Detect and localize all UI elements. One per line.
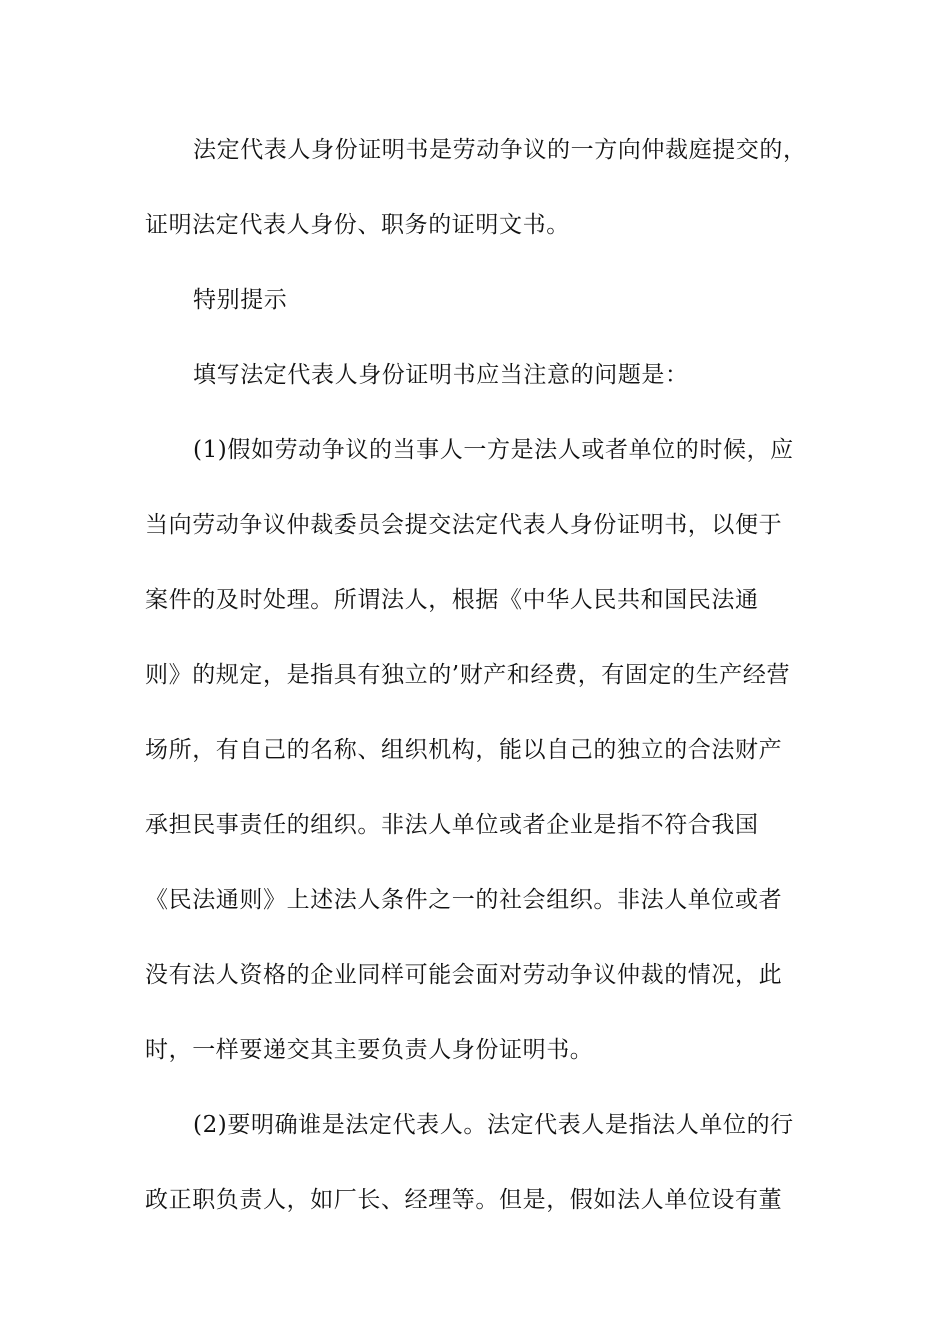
text-line-2: 证明法定代表人身份、职务的证明文书。 bbox=[145, 212, 570, 238]
text-line-11: 《民法通则》上述法人条件之一的社会组织。非法人单位或者 bbox=[145, 887, 783, 913]
text-line-6: 当向劳动争议仲裁委员会提交法定代表人身份证明书，以便于 bbox=[145, 512, 783, 538]
text-line-1: 法定代表人身份证明书是劳动争议的一方向仲裁庭提交的， bbox=[193, 137, 807, 163]
text-line-15: 政正职负责人，如厂长、经理等。但是，假如法人单位设有董 bbox=[145, 1187, 783, 1213]
text-line-4: 填写法定代表人身份证明书应当注意的问题是： bbox=[193, 362, 689, 388]
text-line-14: (2)要明确谁是法定代表人。法定代表人是指法人单位的行 bbox=[193, 1112, 794, 1138]
text-line-9: 场所，有自己的名称、组织机构，能以自己的独立的合法财产 bbox=[145, 737, 783, 763]
text-line-7: 案件的及时处理。所谓法人，根据《中华人民共和国民法通 bbox=[145, 587, 759, 613]
text-line-13: 时，一样要递交其主要负责人身份证明书。 bbox=[145, 1037, 594, 1063]
text-line-8: 则》的规定，是指具有独立的’财产和经费，有固定的生产经营 bbox=[145, 662, 791, 688]
text-line-10: 承担民事责任的组织。非法人单位或者企业是指不符合我国 bbox=[145, 812, 759, 838]
text-line-5: (1)假如劳动争议的当事人一方是法人或者单位的时候，应 bbox=[193, 437, 794, 463]
text-line-12: 没有法人资格的企业同样可能会面对劳动争议仲裁的情况，此 bbox=[145, 962, 783, 988]
text-line-3-heading: 特别提示 bbox=[193, 287, 288, 313]
